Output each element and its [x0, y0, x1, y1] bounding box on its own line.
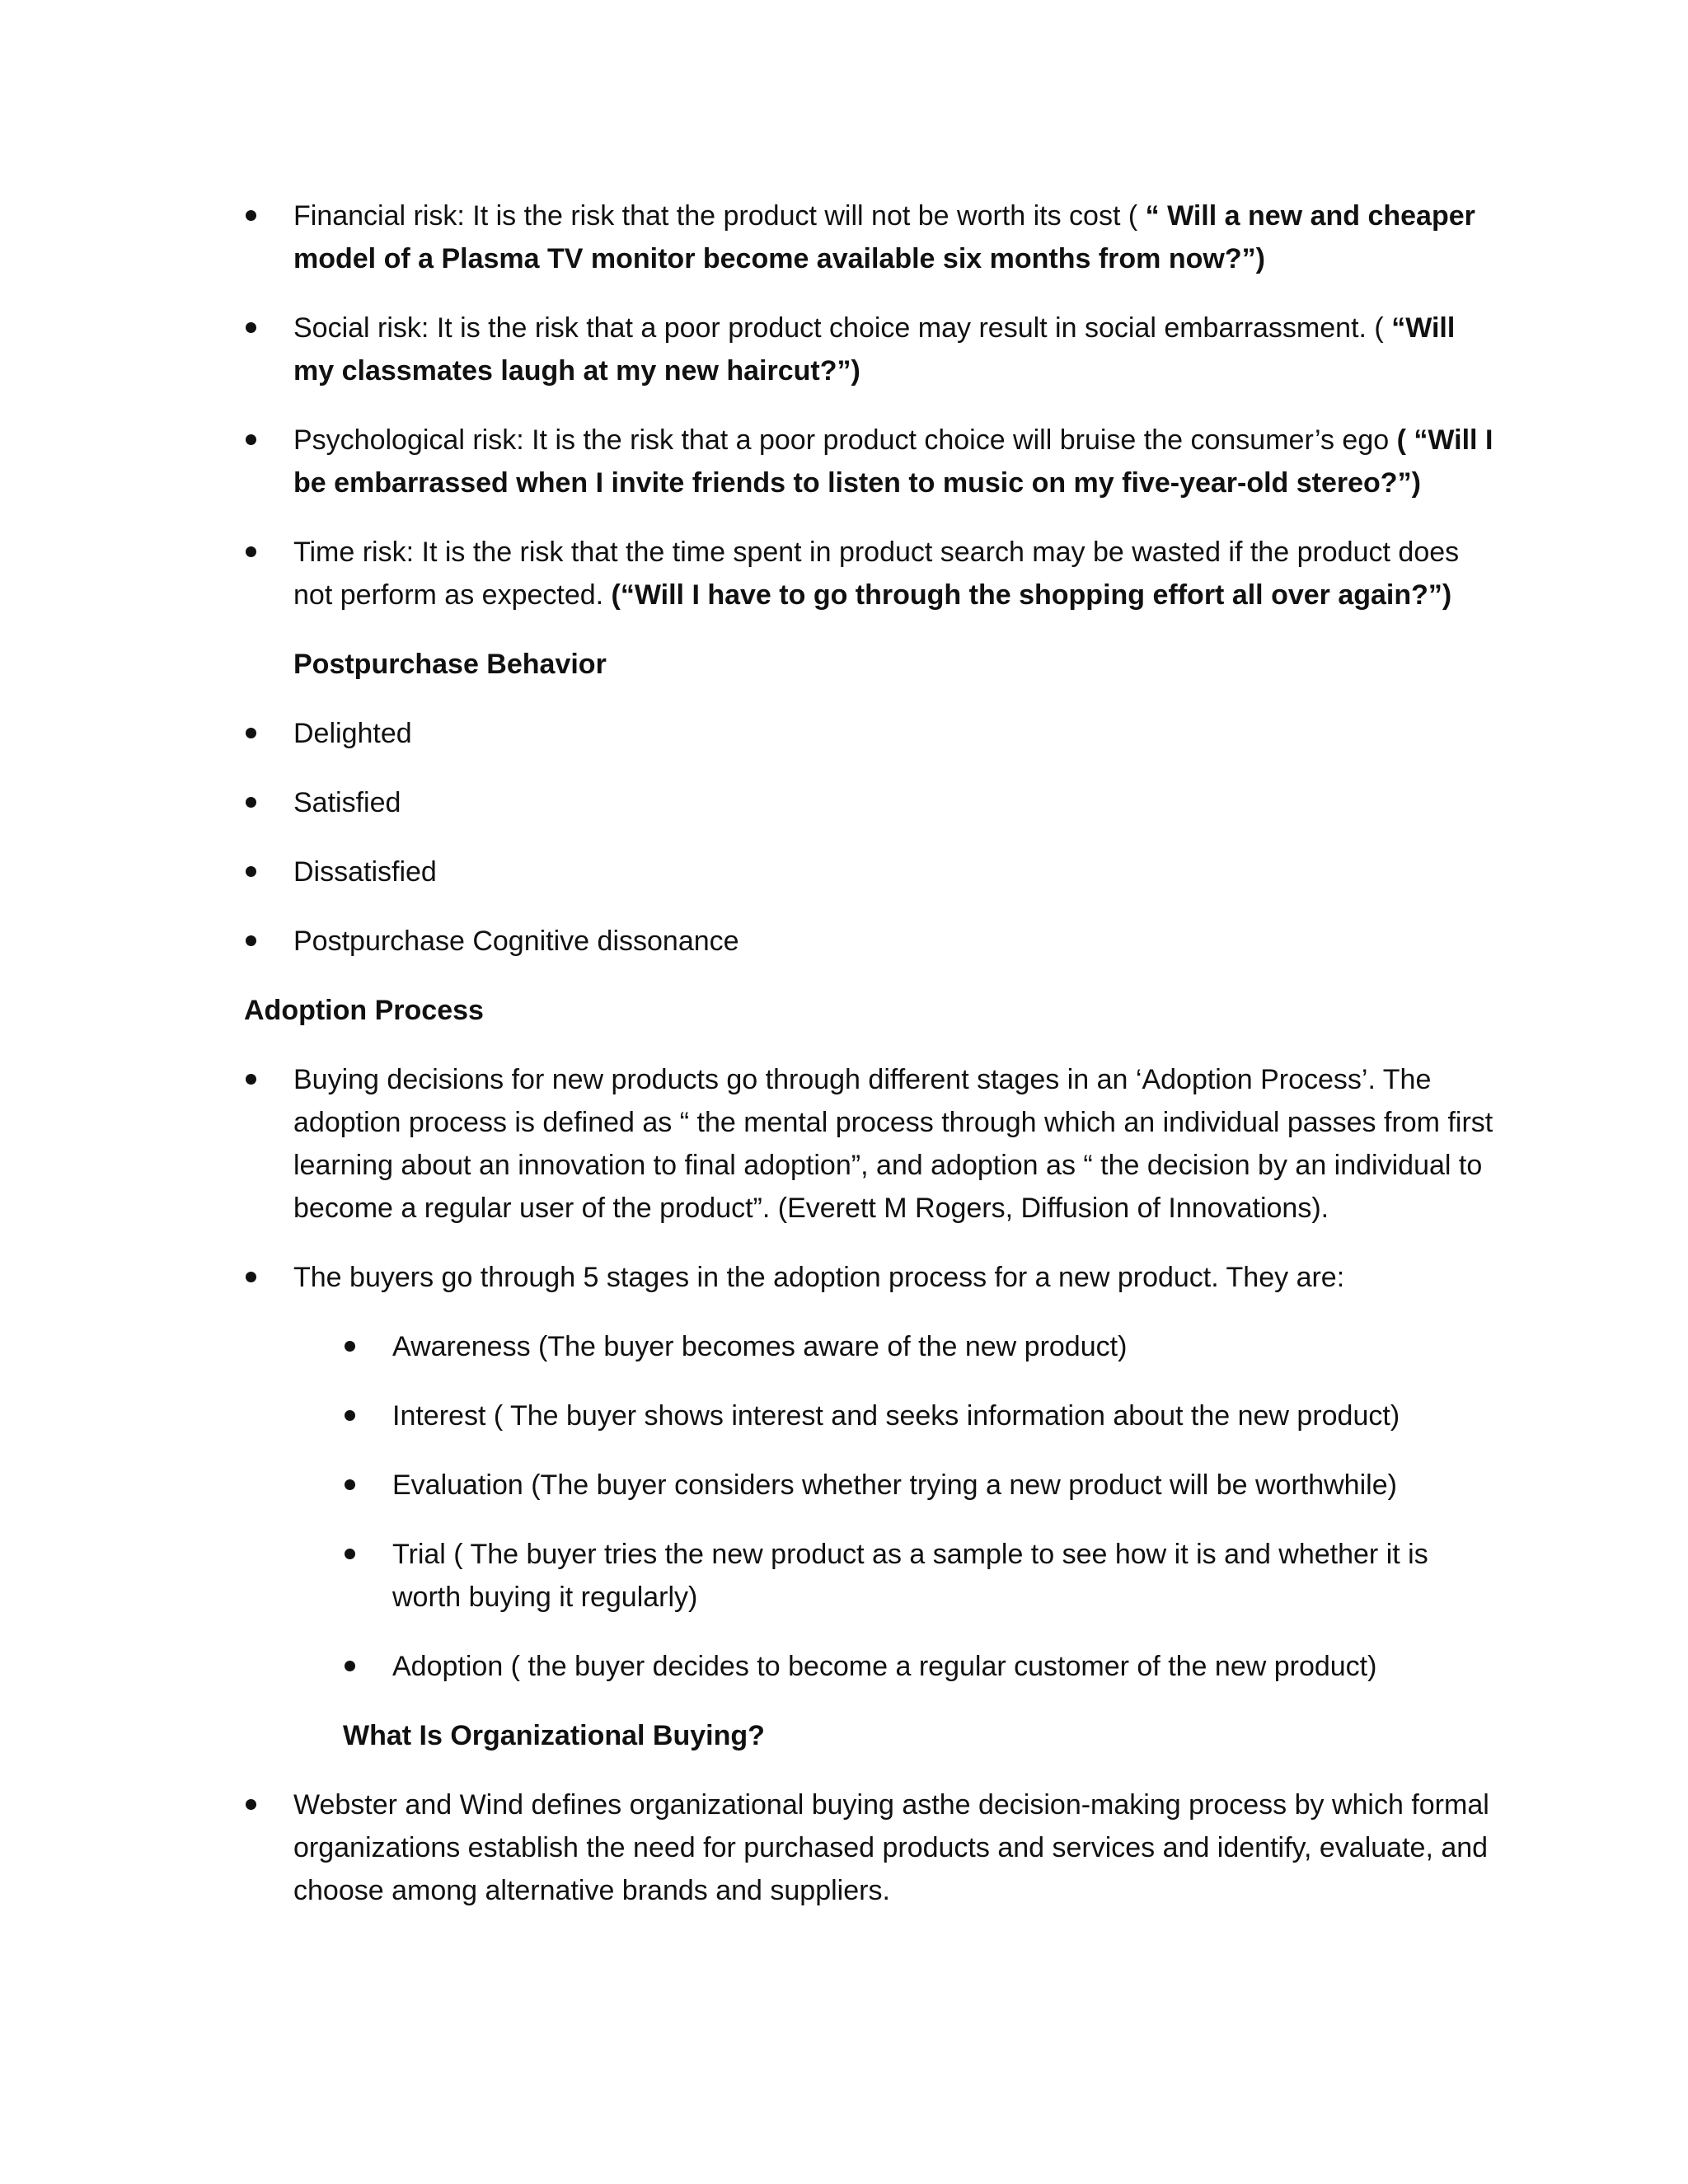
adoption-intro — [244, 1058, 1497, 1230]
adoption-stages-intro — [244, 1256, 1497, 1299]
risk-example: “Will my classmates laugh at my new haircut?”) — [293, 312, 1456, 387]
risk-text: Social risk: It is the risk that a poor product choice may result in social embarrassment. ( — [293, 312, 1392, 344]
risk-text: Psychological risk: It is the risk that a poor product choice will bruise the consumer’s ego — [293, 424, 1397, 456]
adoption-stage-text: Interest ( The buyer shows interest and seeks information about the new product) — [392, 1400, 1400, 1432]
bullet-icon — [246, 322, 256, 333]
adoption-intro-text: Buying decisions for new products go through different stages in an ‘Adoption Process’. The adoption process is defined as “ the mental process through which an individual passes from first learning about an innovation to final adoption”, and adoption as “ the decision by an individual to become a regular user of the product”. (Everett M Rogers, Diffusion of Innovations). — [293, 1064, 1493, 1224]
bullet-icon — [246, 935, 256, 946]
organizational-definition — [244, 1783, 1497, 1912]
bullet-icon — [246, 210, 256, 221]
postpurchase-heading: Postpurchase Behavior — [293, 649, 607, 680]
postpurchase-item-label: Satisfied — [293, 787, 401, 818]
bullet-icon — [345, 1661, 355, 1671]
risk-financial — [244, 194, 1497, 280]
postpurchase-item — [244, 851, 1497, 893]
adoption-stage-text: Adoption ( the buyer decides to become a regular customer of the new product) — [392, 1651, 1377, 1682]
document-body — [244, 194, 1497, 1938]
risk-time — [244, 531, 1497, 616]
adoption-stage-text: Evaluation (The buyer considers whether trying a new product will be worthwhile) — [392, 1469, 1397, 1501]
postpurchase-item — [244, 920, 1497, 963]
bullet-icon — [246, 1799, 256, 1810]
postpurchase-item-label: Dissatisfied — [293, 856, 437, 888]
adoption-stage-text: Trial ( The buyer tries the new product as a sample to see how it is and whether it is worth buying it regularly) — [392, 1539, 1428, 1613]
adoption-stage — [343, 1464, 1497, 1507]
bullet-icon — [246, 728, 256, 738]
bullet-icon — [345, 1549, 355, 1559]
bullet-icon — [345, 1341, 355, 1352]
bullet-icon — [246, 434, 256, 445]
postpurchase-item-label: Delighted — [293, 718, 412, 749]
risk-example: ( “Will I be embarrassed when I invite friends to listen to music on my five-year-old stereo?”) — [293, 424, 1493, 499]
postpurchase-item-label: Postpurchase Cognitive dissonance — [293, 926, 739, 957]
adoption-stages-intro-text: The buyers go through 5 stages in the adoption process for a new product. They are: — [293, 1262, 1345, 1293]
organizational-heading: What Is Organizational Buying? — [343, 1720, 765, 1751]
risk-example: (“Will I have to go through the shopping effort all over again?”) — [611, 579, 1452, 611]
postpurchase-item — [244, 781, 1497, 824]
adoption-stage-text: Awareness (The buyer becomes aware of the new product) — [392, 1331, 1128, 1362]
adoption-stage — [343, 1325, 1497, 1368]
adoption-heading: Adoption Process — [244, 995, 484, 1026]
postpurchase-item — [244, 712, 1497, 755]
risk-example: “ Will a new and cheaper model of a Plasma TV monitor become available six months from now?”) — [293, 200, 1475, 274]
bullet-icon — [345, 1410, 355, 1421]
adoption-stage — [343, 1394, 1497, 1437]
risk-psychological — [244, 419, 1497, 504]
adoption-stage — [343, 1645, 1497, 1688]
bullet-icon — [246, 546, 256, 557]
risk-social — [244, 307, 1497, 392]
bullet-icon — [246, 1074, 256, 1085]
adoption-stage — [343, 1533, 1497, 1619]
bullet-icon — [246, 1272, 256, 1282]
risk-text: Time risk: It is the risk that the time spent in product search may be wasted if the product does not perform as expected. — [293, 537, 1460, 611]
risk-text: Financial risk: It is the risk that the product will not be worth its cost ( — [293, 200, 1146, 232]
organizational-definition-text: Webster and Wind defines organizational buying asthe decision-making process by which formal organizations establish the need for purchased products and services and identify, evaluate, and choose among alternative brands and suppliers. — [293, 1789, 1489, 1906]
bullet-icon — [246, 866, 256, 877]
bullet-icon — [345, 1479, 355, 1490]
bullet-icon — [246, 797, 256, 808]
